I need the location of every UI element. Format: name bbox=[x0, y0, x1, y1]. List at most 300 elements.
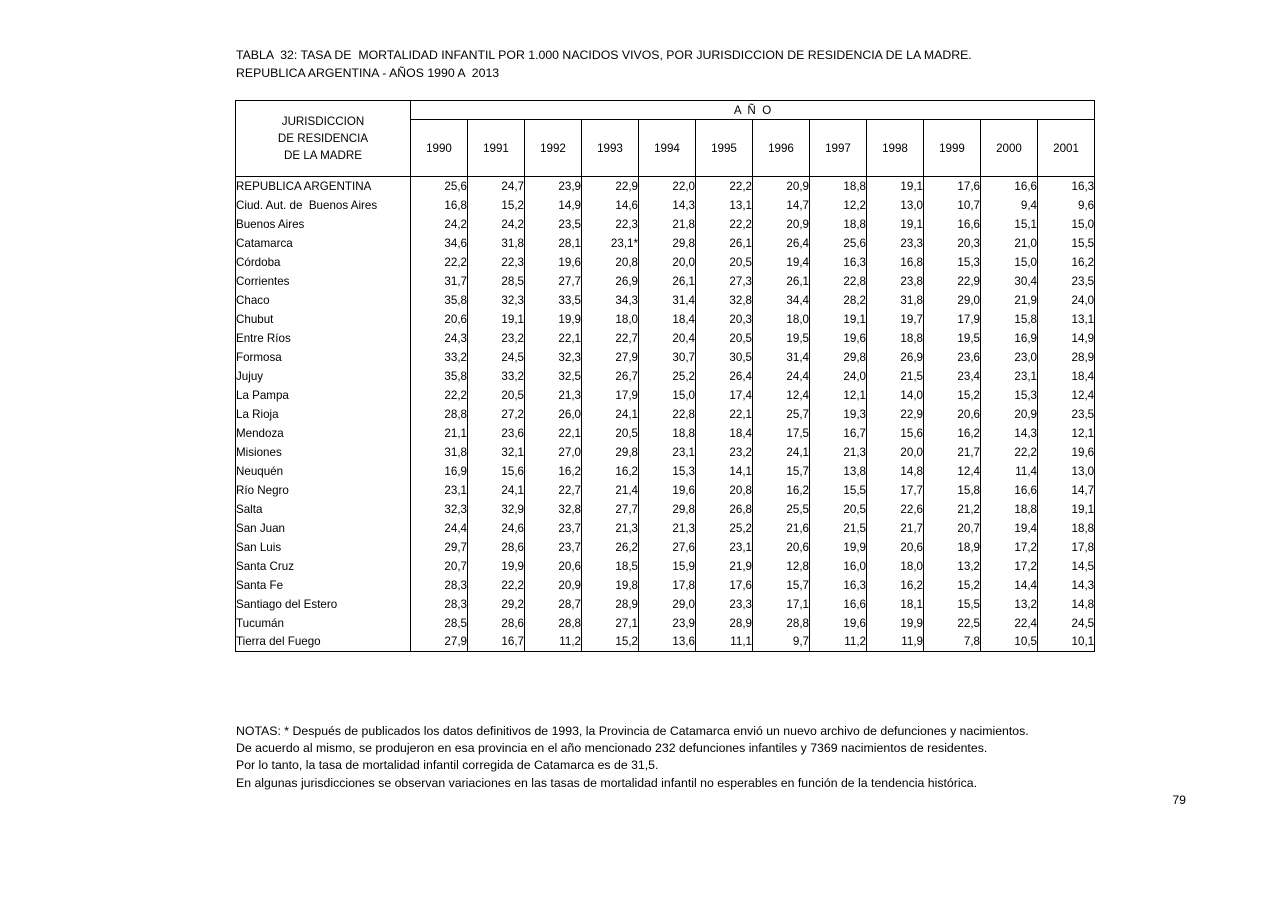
value-cell: 28,9 bbox=[1038, 348, 1095, 367]
value-cell: 23,1 bbox=[411, 481, 468, 500]
value-cell: 16,7 bbox=[810, 424, 867, 443]
value-cell: 25,6 bbox=[810, 234, 867, 253]
value-cell: 34,4 bbox=[753, 291, 810, 310]
value-cell: 18,5 bbox=[582, 557, 639, 576]
value-cell: 16,2 bbox=[525, 462, 582, 481]
value-cell: 28,5 bbox=[468, 272, 525, 291]
value-cell: 22,6 bbox=[867, 500, 924, 519]
value-cell: 23,9 bbox=[525, 177, 582, 196]
table-row bbox=[236, 215, 1095, 234]
table-row bbox=[236, 614, 1095, 633]
value-cell: 7,8 bbox=[924, 633, 981, 652]
value-cell: 15,0 bbox=[639, 386, 696, 405]
value-cell: 20,5 bbox=[696, 253, 753, 272]
value-cell: 27,1 bbox=[582, 614, 639, 633]
value-cell: 21,9 bbox=[981, 291, 1038, 310]
row-label: Río Negro bbox=[236, 481, 411, 500]
value-cell: 22,1 bbox=[696, 405, 753, 424]
table-row bbox=[236, 234, 1095, 253]
table-row bbox=[236, 329, 1095, 348]
value-cell: 23,8 bbox=[867, 272, 924, 291]
value-cell: 32,3 bbox=[411, 500, 468, 519]
value-cell: 18,0 bbox=[753, 310, 810, 329]
value-cell: 28,5 bbox=[411, 614, 468, 633]
value-cell: 15,8 bbox=[981, 310, 1038, 329]
value-cell: 20,5 bbox=[582, 424, 639, 443]
value-cell: 27,9 bbox=[411, 633, 468, 652]
value-cell: 14,3 bbox=[981, 424, 1038, 443]
value-cell: 22,7 bbox=[525, 481, 582, 500]
value-cell: 19,1 bbox=[810, 310, 867, 329]
year-header-1995: 1995 bbox=[696, 120, 753, 177]
value-cell: 25,5 bbox=[753, 500, 810, 519]
value-cell: 20,6 bbox=[867, 538, 924, 557]
value-cell: 26,4 bbox=[753, 234, 810, 253]
value-cell: 32,3 bbox=[468, 291, 525, 310]
value-cell: 16,2 bbox=[753, 481, 810, 500]
value-cell: 23,7 bbox=[525, 538, 582, 557]
table-row bbox=[236, 519, 1095, 538]
value-cell: 29,8 bbox=[639, 234, 696, 253]
row-label: Santiago del Estero bbox=[236, 595, 411, 614]
value-cell: 21,7 bbox=[924, 443, 981, 462]
year-header-2000: 2000 bbox=[981, 120, 1038, 177]
value-cell: 28,2 bbox=[810, 291, 867, 310]
value-cell: 17,9 bbox=[924, 310, 981, 329]
value-cell: 21,3 bbox=[582, 519, 639, 538]
value-cell: 20,9 bbox=[753, 215, 810, 234]
row-label: Corrientes bbox=[236, 272, 411, 291]
value-cell: 21,5 bbox=[810, 519, 867, 538]
value-cell: 26,4 bbox=[696, 367, 753, 386]
value-cell: 19,6 bbox=[525, 253, 582, 272]
value-cell: 23,0 bbox=[981, 348, 1038, 367]
value-cell: 14,9 bbox=[525, 196, 582, 215]
value-cell: 19,9 bbox=[525, 310, 582, 329]
value-cell: 28,6 bbox=[468, 614, 525, 633]
table-row bbox=[236, 557, 1095, 576]
value-cell: 16,2 bbox=[582, 462, 639, 481]
row-label: Catamarca bbox=[236, 234, 411, 253]
value-cell: 24,4 bbox=[753, 367, 810, 386]
value-cell: 22,1 bbox=[525, 329, 582, 348]
value-cell: 11,9 bbox=[867, 633, 924, 652]
row-label: Córdoba bbox=[236, 253, 411, 272]
value-cell: 19,1 bbox=[867, 215, 924, 234]
table-row bbox=[236, 177, 1095, 196]
value-cell: 22,2 bbox=[981, 443, 1038, 462]
value-cell: 29,8 bbox=[639, 500, 696, 519]
value-cell: 15,7 bbox=[753, 576, 810, 595]
value-cell: 10,1 bbox=[1038, 633, 1095, 652]
year-header-1991: 1991 bbox=[468, 120, 525, 177]
value-cell: 24,3 bbox=[411, 329, 468, 348]
value-cell: 23,6 bbox=[924, 348, 981, 367]
value-cell: 19,6 bbox=[810, 329, 867, 348]
value-cell: 31,8 bbox=[411, 443, 468, 462]
value-cell: 12,1 bbox=[810, 386, 867, 405]
value-cell: 31,4 bbox=[753, 348, 810, 367]
value-cell: 16,3 bbox=[1038, 177, 1095, 196]
value-cell: 23,5 bbox=[1038, 405, 1095, 424]
value-cell: 33,2 bbox=[411, 348, 468, 367]
value-cell: 16,9 bbox=[411, 462, 468, 481]
value-cell: 23,9 bbox=[639, 614, 696, 633]
value-cell: 20,6 bbox=[753, 538, 810, 557]
value-cell: 13,0 bbox=[867, 196, 924, 215]
value-cell: 26,1 bbox=[639, 272, 696, 291]
value-cell: 16,2 bbox=[924, 424, 981, 443]
row-label: Chaco bbox=[236, 291, 411, 310]
value-cell: 24,5 bbox=[1038, 614, 1095, 633]
value-cell: 20,5 bbox=[696, 329, 753, 348]
value-cell: 17,2 bbox=[981, 538, 1038, 557]
value-cell: 29,2 bbox=[468, 595, 525, 614]
value-cell: 14,0 bbox=[867, 386, 924, 405]
value-cell: 16,7 bbox=[468, 633, 525, 652]
year-header-1990: 1990 bbox=[411, 120, 468, 177]
value-cell: 14,7 bbox=[1038, 481, 1095, 500]
value-cell: 23,1 bbox=[981, 367, 1038, 386]
value-cell: 21,6 bbox=[753, 519, 810, 538]
value-cell: 21,3 bbox=[639, 519, 696, 538]
value-cell: 18,8 bbox=[810, 215, 867, 234]
row-label: San Juan bbox=[236, 519, 411, 538]
value-cell: 21,4 bbox=[582, 481, 639, 500]
value-cell: 14,1 bbox=[696, 462, 753, 481]
table-row bbox=[236, 348, 1095, 367]
value-cell: 21,8 bbox=[639, 215, 696, 234]
value-cell: 25,2 bbox=[639, 367, 696, 386]
table-row bbox=[236, 500, 1095, 519]
value-cell: 19,6 bbox=[810, 614, 867, 633]
value-cell: 31,8 bbox=[867, 291, 924, 310]
value-cell: 24,0 bbox=[810, 367, 867, 386]
value-cell: 14,3 bbox=[639, 196, 696, 215]
value-cell: 28,8 bbox=[525, 614, 582, 633]
value-cell: 19,6 bbox=[639, 481, 696, 500]
value-cell: 23,7 bbox=[525, 519, 582, 538]
value-cell: 22,4 bbox=[981, 614, 1038, 633]
value-cell: 20,6 bbox=[411, 310, 468, 329]
value-cell: 19,5 bbox=[924, 329, 981, 348]
value-cell: 14,5 bbox=[1038, 557, 1095, 576]
value-cell: 22,9 bbox=[582, 177, 639, 196]
value-cell: 12,4 bbox=[753, 386, 810, 405]
value-cell: 24,1 bbox=[468, 481, 525, 500]
year-header-1999: 1999 bbox=[924, 120, 981, 177]
value-cell: 27,7 bbox=[582, 500, 639, 519]
value-cell: 17,5 bbox=[753, 424, 810, 443]
value-cell: 32,1 bbox=[468, 443, 525, 462]
value-cell: 22,3 bbox=[468, 253, 525, 272]
year-header-1997: 1997 bbox=[810, 120, 867, 177]
value-cell: 15,2 bbox=[924, 576, 981, 595]
value-cell: 21,9 bbox=[696, 557, 753, 576]
value-cell: 22,2 bbox=[696, 177, 753, 196]
value-cell: 20,7 bbox=[411, 557, 468, 576]
value-cell: 22,2 bbox=[468, 576, 525, 595]
value-cell: 18,9 bbox=[924, 538, 981, 557]
value-cell: 20,6 bbox=[525, 557, 582, 576]
table-title: TABLA 32: TASA DE MORTALIDAD INFANTIL POR 1.000 NACIDOS VIVOS, POR JURISDICCION DE RESIDENCIA DE LA MADRE. bbox=[236, 48, 972, 62]
value-cell: 15,7 bbox=[753, 462, 810, 481]
value-cell: 11,2 bbox=[810, 633, 867, 652]
row-label: Tierra del Fuego bbox=[236, 633, 411, 652]
year-header-1996: 1996 bbox=[753, 120, 810, 177]
value-cell: 10,5 bbox=[981, 633, 1038, 652]
value-cell: 15,5 bbox=[924, 595, 981, 614]
row-label: Jujuy bbox=[236, 367, 411, 386]
value-cell: 20,8 bbox=[582, 253, 639, 272]
value-cell: 24,1 bbox=[582, 405, 639, 424]
value-cell: 18,8 bbox=[639, 424, 696, 443]
value-cell: 19,1 bbox=[867, 177, 924, 196]
value-cell: 14,3 bbox=[1038, 576, 1095, 595]
value-cell: 19,9 bbox=[867, 614, 924, 633]
value-cell: 25,6 bbox=[411, 177, 468, 196]
corner-header-line: JURISDICCION bbox=[281, 115, 365, 128]
value-cell: 19,1 bbox=[1038, 500, 1095, 519]
footnotes bbox=[236, 723, 1029, 792]
row-label: Buenos Aires bbox=[236, 215, 411, 234]
value-cell: 35,8 bbox=[411, 367, 468, 386]
value-cell: 16,8 bbox=[411, 196, 468, 215]
value-cell: 12,1 bbox=[1038, 424, 1095, 443]
footnote-line: NOTAS: * Después de publicados los datos definitivos de 1993, la Provincia de Catamarca envió un nuevo archivo de defunciones y nacimientos. bbox=[236, 724, 1029, 738]
value-cell: 19,9 bbox=[468, 557, 525, 576]
value-cell: 34,6 bbox=[411, 234, 468, 253]
value-cell: 20,8 bbox=[696, 481, 753, 500]
value-cell: 25,7 bbox=[753, 405, 810, 424]
value-cell: 15,0 bbox=[981, 253, 1038, 272]
value-cell: 28,8 bbox=[753, 614, 810, 633]
value-cell: 23,2 bbox=[696, 443, 753, 462]
value-cell: 28,9 bbox=[696, 614, 753, 633]
value-cell: 16,6 bbox=[981, 177, 1038, 196]
value-cell: 24,6 bbox=[468, 519, 525, 538]
value-cell: 11,2 bbox=[525, 633, 582, 652]
value-cell: 21,3 bbox=[525, 386, 582, 405]
row-label: La Pampa bbox=[236, 386, 411, 405]
value-cell: 17,2 bbox=[981, 557, 1038, 576]
value-cell: 14,8 bbox=[1038, 595, 1095, 614]
value-cell: 28,7 bbox=[525, 595, 582, 614]
value-cell: 24,1 bbox=[753, 443, 810, 462]
value-cell: 15,3 bbox=[981, 386, 1038, 405]
footnote-line: De acuerdo al mismo, se produjeron en esa provincia en el año mencionado 232 defunciones infantiles y 7369 nacimientos de residentes. bbox=[236, 741, 988, 756]
value-cell: 9,4 bbox=[981, 196, 1038, 215]
value-cell: 14,8 bbox=[867, 462, 924, 481]
value-cell: 15,5 bbox=[810, 481, 867, 500]
corner-header-line: DE LA MADRE bbox=[284, 149, 362, 162]
value-cell: 32,8 bbox=[525, 500, 582, 519]
value-cell: 16,3 bbox=[810, 253, 867, 272]
row-label: La Rioja bbox=[236, 405, 411, 424]
value-cell: 23,4 bbox=[924, 367, 981, 386]
value-cell: 19,7 bbox=[867, 310, 924, 329]
value-cell: 15,2 bbox=[582, 633, 639, 652]
value-cell: 24,2 bbox=[468, 215, 525, 234]
value-cell: 17,6 bbox=[696, 576, 753, 595]
value-cell: 32,3 bbox=[525, 348, 582, 367]
value-cell: 15,3 bbox=[924, 253, 981, 272]
value-cell: 18,0 bbox=[867, 557, 924, 576]
value-cell: 19,1 bbox=[468, 310, 525, 329]
value-cell: 17,8 bbox=[1038, 538, 1095, 557]
value-cell: 26,1 bbox=[753, 272, 810, 291]
value-cell: 18,4 bbox=[696, 424, 753, 443]
value-cell: 20,5 bbox=[810, 500, 867, 519]
value-cell: 22,3 bbox=[582, 215, 639, 234]
value-cell: 26,1 bbox=[696, 234, 753, 253]
value-cell: 13,6 bbox=[639, 633, 696, 652]
value-cell: 22,2 bbox=[411, 253, 468, 272]
value-cell: 26,0 bbox=[525, 405, 582, 424]
value-cell: 30,5 bbox=[696, 348, 753, 367]
row-label: Chubut bbox=[236, 310, 411, 329]
value-cell: 11,4 bbox=[981, 462, 1038, 481]
value-cell: 17,1 bbox=[753, 595, 810, 614]
row-label: Tucumán bbox=[236, 614, 411, 633]
year-group-header: A Ñ O bbox=[411, 101, 1095, 120]
value-cell: 15,5 bbox=[1038, 234, 1095, 253]
value-cell: 20,5 bbox=[468, 386, 525, 405]
value-cell: 18,4 bbox=[639, 310, 696, 329]
value-cell: 18,0 bbox=[582, 310, 639, 329]
value-cell: 23,1* bbox=[582, 234, 639, 253]
value-cell: 11,1 bbox=[696, 633, 753, 652]
year-header-1993: 1993 bbox=[582, 120, 639, 177]
value-cell: 19,8 bbox=[582, 576, 639, 595]
value-cell: 22,0 bbox=[639, 177, 696, 196]
value-cell: 14,9 bbox=[1038, 329, 1095, 348]
value-cell: 22,2 bbox=[696, 215, 753, 234]
value-cell: 24,2 bbox=[411, 215, 468, 234]
value-cell: 10,7 bbox=[924, 196, 981, 215]
value-cell: 22,1 bbox=[525, 424, 582, 443]
value-cell: 23,6 bbox=[468, 424, 525, 443]
value-cell: 32,8 bbox=[696, 291, 753, 310]
value-cell: 23,1 bbox=[696, 538, 753, 557]
value-cell: 28,3 bbox=[411, 595, 468, 614]
value-cell: 16,2 bbox=[867, 576, 924, 595]
value-cell: 29,7 bbox=[411, 538, 468, 557]
value-cell: 33,2 bbox=[468, 367, 525, 386]
value-cell: 24,4 bbox=[411, 519, 468, 538]
footnote-line: En algunas jurisdicciones se observan variaciones en las tasas de mortalidad infantil no esperables en función de la tendencia histórica. bbox=[236, 775, 977, 790]
value-cell: 16,0 bbox=[810, 557, 867, 576]
value-cell: 19,3 bbox=[810, 405, 867, 424]
value-cell: 22,7 bbox=[582, 329, 639, 348]
value-cell: 20,9 bbox=[981, 405, 1038, 424]
value-cell: 23,3 bbox=[696, 595, 753, 614]
corner-header-line: DE RESIDENCIA bbox=[277, 132, 369, 145]
table-subtitle: REPUBLICA ARGENTINA - AÑOS 1990 A 2013 bbox=[236, 66, 500, 80]
row-label: Salta bbox=[236, 500, 411, 519]
value-cell: 26,9 bbox=[582, 272, 639, 291]
table-row bbox=[236, 291, 1095, 310]
table-row bbox=[236, 386, 1095, 405]
value-cell: 19,4 bbox=[981, 519, 1038, 538]
value-cell: 28,8 bbox=[411, 405, 468, 424]
value-cell: 21,5 bbox=[867, 367, 924, 386]
value-cell: 14,6 bbox=[582, 196, 639, 215]
value-cell: 22,5 bbox=[924, 614, 981, 633]
table-row bbox=[236, 196, 1095, 215]
value-cell: 20,6 bbox=[924, 405, 981, 424]
value-cell: 27,3 bbox=[696, 272, 753, 291]
value-cell: 35,8 bbox=[411, 291, 468, 310]
value-cell: 24,5 bbox=[468, 348, 525, 367]
value-cell: 30,4 bbox=[981, 272, 1038, 291]
value-cell: 19,9 bbox=[810, 538, 867, 557]
value-cell: 20,3 bbox=[924, 234, 981, 253]
value-cell: 12,8 bbox=[753, 557, 810, 576]
year-header-1992: 1992 bbox=[525, 120, 582, 177]
value-cell: 15,6 bbox=[468, 462, 525, 481]
value-cell: 15,2 bbox=[924, 386, 981, 405]
table-row bbox=[236, 595, 1095, 614]
value-cell: 14,4 bbox=[981, 576, 1038, 595]
value-cell: 18,1 bbox=[867, 595, 924, 614]
table-row bbox=[236, 310, 1095, 329]
value-cell: 18,4 bbox=[1038, 367, 1095, 386]
value-cell: 9,7 bbox=[753, 633, 810, 652]
value-cell: 16,6 bbox=[924, 215, 981, 234]
value-cell: 13,2 bbox=[981, 595, 1038, 614]
row-label: Ciud. Aut. de Buenos Aires bbox=[236, 196, 411, 215]
value-cell: 23,5 bbox=[525, 215, 582, 234]
value-cell: 15,9 bbox=[639, 557, 696, 576]
value-cell: 17,7 bbox=[867, 481, 924, 500]
table-row bbox=[236, 253, 1095, 272]
value-cell: 19,6 bbox=[1038, 443, 1095, 462]
value-cell: 34,3 bbox=[582, 291, 639, 310]
year-header-1994: 1994 bbox=[639, 120, 696, 177]
value-cell: 9,6 bbox=[1038, 196, 1095, 215]
value-cell: 16,3 bbox=[810, 576, 867, 595]
value-cell: 31,4 bbox=[639, 291, 696, 310]
value-cell: 26,9 bbox=[867, 348, 924, 367]
value-cell: 23,2 bbox=[468, 329, 525, 348]
value-cell: 12,4 bbox=[1038, 386, 1095, 405]
value-cell: 20,0 bbox=[639, 253, 696, 272]
value-cell: 26,7 bbox=[582, 367, 639, 386]
value-cell: 21,3 bbox=[810, 443, 867, 462]
value-cell: 22,9 bbox=[924, 272, 981, 291]
value-cell: 24,7 bbox=[468, 177, 525, 196]
year-group-row bbox=[236, 101, 1095, 120]
value-cell: 28,3 bbox=[411, 576, 468, 595]
row-label: Misiones bbox=[236, 443, 411, 462]
value-cell: 28,6 bbox=[468, 538, 525, 557]
value-cell: 20,4 bbox=[639, 329, 696, 348]
value-cell: 13,8 bbox=[810, 462, 867, 481]
value-cell: 12,4 bbox=[924, 462, 981, 481]
value-cell: 22,8 bbox=[639, 405, 696, 424]
value-cell: 20,9 bbox=[753, 177, 810, 196]
value-cell: 29,0 bbox=[639, 595, 696, 614]
value-cell: 30,7 bbox=[639, 348, 696, 367]
value-cell: 17,4 bbox=[696, 386, 753, 405]
value-cell: 17,6 bbox=[924, 177, 981, 196]
value-cell: 16,9 bbox=[981, 329, 1038, 348]
value-cell: 17,9 bbox=[582, 386, 639, 405]
value-cell: 29,0 bbox=[924, 291, 981, 310]
value-cell: 27,0 bbox=[525, 443, 582, 462]
value-cell: 29,8 bbox=[582, 443, 639, 462]
